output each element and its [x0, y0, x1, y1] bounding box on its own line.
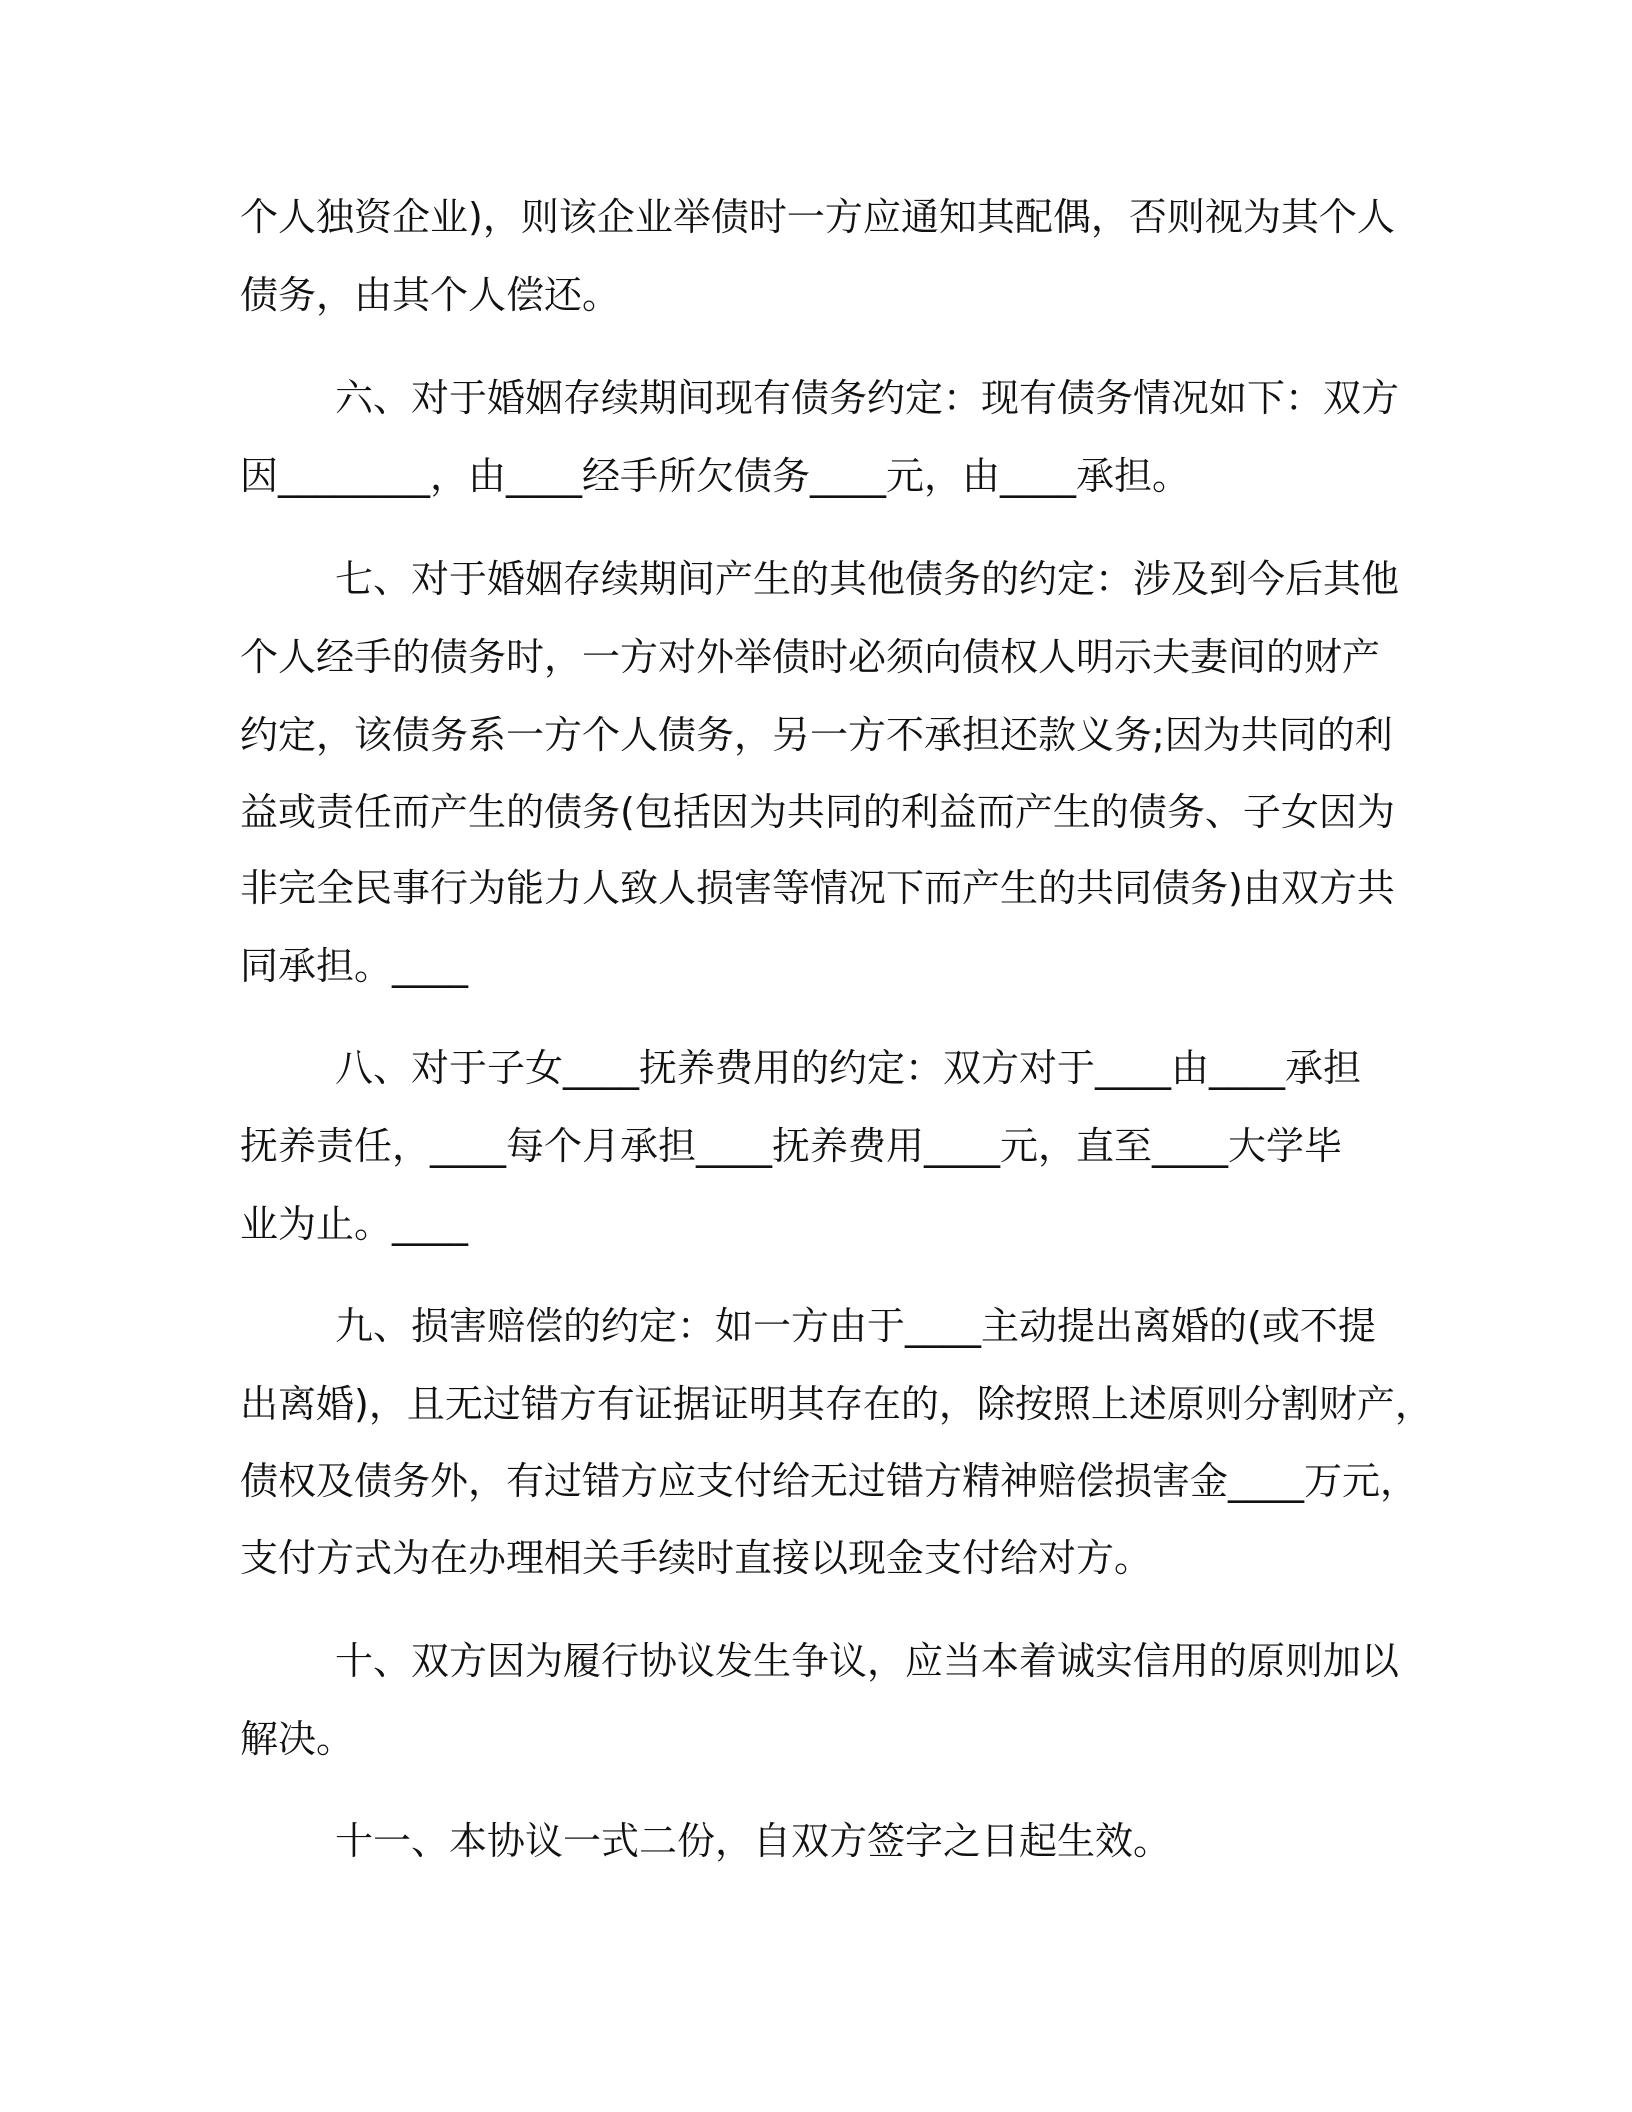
- paragraph-7-line-1: 七、对于婚姻存续期间产生的其他债务的约定：涉及到今后其他: [335, 557, 1400, 601]
- paragraph-10-line-1: 十、双方因为履行协议发生争议，应当本着诚实信用的原则加以: [335, 1639, 1400, 1683]
- paragraph-7-line-2: 个人经手的债务时，一方对外举债时必须向债权人明示夫妻间的财产: [240, 635, 1381, 679]
- paragraph-6-line-1: 六、对于婚姻存续期间现有债务约定：现有债务情况如下：双方: [335, 376, 1400, 420]
- paragraph-7-line-4: 益或责任而产生的债务(包括因为共同的利益而产生的债务、子女因为: [240, 790, 1395, 834]
- paragraph-10-line-2: 解决。: [240, 1717, 355, 1761]
- paragraph-5-line-1: 个人独资企业)，则该企业举债时一方应通知其配偶，否则视为其个人: [240, 195, 1395, 239]
- paragraph-9-line-4: 支付方式为在办理相关手续时直接以现金支付给对方。: [240, 1536, 1153, 1580]
- paragraph-9-line-2: 出离婚)，且无过错方有证据证明其存在的，除按照上述原则分割财产，: [240, 1382, 1433, 1426]
- paragraph-8-line-3: 业为止。____: [240, 1202, 469, 1246]
- paragraph-8-line-2: 抚养责任，____每个月承担____抚养费用____元，直至____大学毕: [240, 1124, 1343, 1168]
- paragraph-9-line-3: 债权及债务外，有过错方应支付给无过错方精神赔偿损害金____万元，: [240, 1459, 1419, 1503]
- paragraph-6-line-2: 因________，由____经手所欠债务____元，由____承担。: [240, 454, 1191, 498]
- paragraph-8-line-1: 八、对于子女____抚养费用的约定：双方对于____由____承担: [335, 1046, 1362, 1090]
- paragraph-9-line-1: 九、损害赔偿的约定：如一方由于____主动提出离婚的(或不提: [335, 1304, 1376, 1348]
- paragraph-11-line-1: 十一、本协议一式二份，自双方签字之日起生效。: [335, 1819, 1172, 1863]
- paragraph-7-line-6: 同承担。____: [240, 944, 469, 988]
- paragraph-5-line-2: 债务，由其个人偿还。: [240, 273, 621, 317]
- paragraph-7-line-3: 约定，该债务系一方个人债务，另一方不承担还款义务;因为共同的利: [240, 713, 1393, 757]
- paragraph-7-line-5: 非完全民事行为能力人致人损害等情况下而产生的共同债务)由双方共: [240, 866, 1395, 910]
